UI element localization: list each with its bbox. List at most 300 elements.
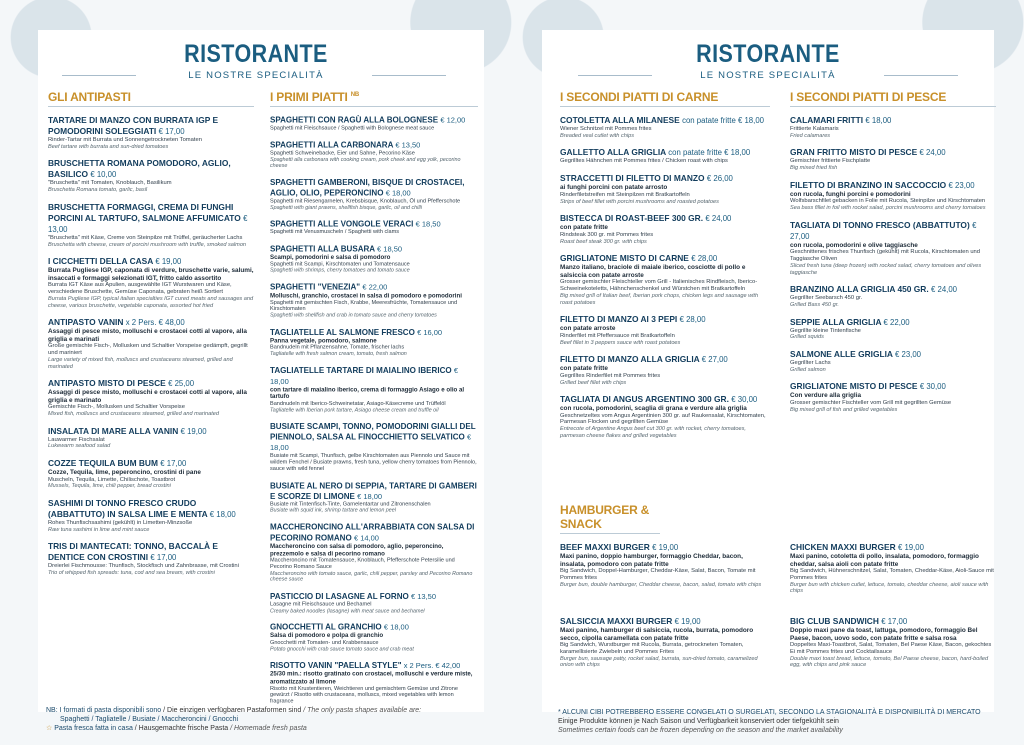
dish-description-de: Gegrillter Seebarsch 450 gr. xyxy=(790,295,863,302)
dish-description-it: Maxi panino, cotoletta di pollo, insalata, pomodoro, formaggio cheddar, salsa aioli con patate fritte xyxy=(790,553,979,568)
dish-description-en: Spaghetti with shrimps, cherry tomatoes and tomato sauce xyxy=(270,267,410,274)
dish-name: BIG CLUB SANDWICH xyxy=(790,616,879,626)
dish-description-de: Rinder-Tartar mit Burrata und Sonnengetrockneten Tomaten xyxy=(48,137,202,143)
menu-item xyxy=(790,317,996,341)
dish-name: BRUSCHETTA ROMANA POMODORO, AGLIO, BASILICO xyxy=(48,158,231,180)
menu-item-name xyxy=(270,522,478,543)
menu-item xyxy=(48,115,254,150)
dish-description-it: Maccheroncino con salsa di pomodoro, aglio, peperoncino, prezzemolo e salsa di pecorino romano xyxy=(270,543,444,558)
dish-price: € 18,00 xyxy=(357,491,383,501)
menu-item xyxy=(560,314,770,346)
dish-name: SASHIMI DI TONNO FRESCO CRUDO (ABBATTUTO) IN SALSA LIME E MENTA xyxy=(48,498,208,520)
dish-description-de: Busiate mit Scampi, Thunfisch, gelbe Kirschtomaten aus Piennolo und Sauce mit wildem Fenchel / Busiate prawns, fresh tuna, yellow cherry tomatoes from Piennolo, sauce with wild fennel xyxy=(270,453,477,473)
page-title: RISTORANTE xyxy=(184,40,328,68)
menu-item xyxy=(790,349,996,373)
dish-name: SPAGHETTI ALLA CARBONARA xyxy=(270,139,394,150)
menu-item-name xyxy=(790,220,996,242)
dish-price: € 23,00 xyxy=(895,349,922,359)
dish-description-en: Big mixed fried fish xyxy=(790,165,838,172)
menu-item xyxy=(560,147,770,165)
menu-item-name xyxy=(48,426,254,437)
dish-price: € 12,00 xyxy=(440,115,466,125)
menu-item xyxy=(790,115,996,139)
dish-price: € 19,00 xyxy=(897,543,924,552)
dish-name: INSALATA DI MARE ALLA VANIN xyxy=(48,425,179,436)
dish-price: € 19,00 xyxy=(180,426,207,436)
carne-column xyxy=(560,90,770,447)
menu-item xyxy=(48,541,254,576)
menu-item-name xyxy=(790,317,996,328)
dish-description-de: "Bruschetta" mit Tomaten, Knoblauch, Basilikum xyxy=(48,180,172,187)
dish-name: TAGLIATELLE AL SALMONE FRESCO xyxy=(270,326,415,337)
dish-description-it: Assaggi di pesce misto, molluschi e crostacei cotti al vapore, alla griglia e marinato xyxy=(48,389,247,404)
menu-item-name xyxy=(560,253,770,264)
nb-marker: NB xyxy=(350,92,360,98)
menu-item-name xyxy=(560,115,770,126)
dish-description-en: Grilled salmon xyxy=(790,366,826,373)
dish-price: € 22,00 xyxy=(883,317,910,327)
menu-item-name xyxy=(560,173,770,184)
dish-description-it: Salsa di pomodoro e polpa di granchio xyxy=(270,632,384,640)
menu-item-name xyxy=(270,622,478,633)
menu-item-name xyxy=(48,158,254,180)
menu-item xyxy=(270,522,478,583)
menu-item xyxy=(270,422,478,473)
dish-description-it: con patate arroste xyxy=(560,325,616,333)
dish-description-de: Gemischter frittierte Fischplatte xyxy=(790,158,871,165)
hamburger-list xyxy=(560,542,996,702)
menu-item xyxy=(560,173,770,205)
dish-name: BRANZINO ALLA GRIGLIA 450 GR. xyxy=(790,284,929,295)
dish-name: SALSICCIA MAXXI BURGER xyxy=(560,616,673,626)
menu-item xyxy=(270,622,478,653)
dish-description-de: Gegrillte kleine Tintenfische xyxy=(790,327,861,334)
dish-name: SALMONE ALLE GRIGLIA xyxy=(790,348,893,359)
dish-name: TARTARE DI MANZO CON BURRATA IGP E POMODORINI SOLEGGIATI xyxy=(48,115,219,136)
dish-description-en: Mussels, Tequila, lime, chili pepper, bread crostini xyxy=(48,483,171,490)
dish-description-en: Bruschetta Romana tomato, garlic, basil xyxy=(48,187,148,194)
dish-description-de: Risotto mit Krustentieren, Weichtieren und gemischtem Gemüse und Zitrone gewürzt / Risotto with crustaceans, molluscs, mixed vegetables with lemon fragrance xyxy=(270,685,458,705)
dish-price: € 25,00 xyxy=(168,379,195,389)
dish-price: € 17,00 xyxy=(150,553,177,563)
dish-description-en: Spaghetti with shellfish and crab in tomato sauce and cherry tomatoes xyxy=(270,312,437,319)
footnote-line3: Pasta fresca fatta in casa xyxy=(54,725,133,732)
dish-description-de: Rindsteak 300 gr. mit Pommes frites xyxy=(560,231,654,238)
dish-price: € 19,00 xyxy=(652,543,679,552)
star-icon: ☆ xyxy=(46,725,53,732)
dish-name: ANTIPASTO MISTO DI PESCE xyxy=(48,378,166,389)
menu-item xyxy=(790,180,996,212)
dish-description-de: "Bruschetta" mit Käse, Creme von Steinpilze mit Trüffel, geräucherter Lachs xyxy=(48,234,243,241)
footnote-line1: NB: I formati di pasta disponibili sono xyxy=(46,707,162,714)
menu-item xyxy=(560,394,770,439)
menu-item-name xyxy=(560,542,765,553)
dish-description-de: Maccheroncino mit Tomatensauce, Knoblauch, Pfefferschote Petersilie und Pecorino Romano Sauce xyxy=(270,557,455,571)
dish-description-en: Strips of beef fillet with porcini mushrooms and roasted potatoes xyxy=(560,198,719,205)
menu-item-name xyxy=(270,140,478,151)
dish-name: SPAGHETTI GAMBERONI, BISQUE DI CROSTACEI, AGLIO, OLIO, PEPERONCINO xyxy=(270,177,465,198)
dish-description-en: Sliced fresh tuna (deep frozen) with rocked salad, cherry tomatoes and olives taggiasche xyxy=(790,262,982,276)
dish-description-de: Grosser gemischter Fleischteller vom Grill - Italienisches Rindfleisch, Iberico-Schweinekoteletts, Hähnchenschenkel und Würstchen mit Bratkartoffeln xyxy=(560,279,758,293)
dish-description-it: con rucola, pomodorini e olive taggiasche xyxy=(790,241,918,249)
dish-name: SEPPIE ALLA GRIGLIA xyxy=(790,316,882,327)
dish-price: x 2 Pers. € 48,00 xyxy=(125,318,185,328)
dish-description-en: Breaded veal cutlet with chips xyxy=(560,132,635,139)
dish-description-it: Con verdure alla griglia xyxy=(790,392,862,400)
dish-description-de: Spaghetti mit Venusmuscheln / Spaghetti with clams xyxy=(270,229,399,236)
dish-price: con patate fritte € 18,00 xyxy=(668,148,751,158)
dish-description-de: Gemischte Fisch-, Mollusken und Schaltier Vorspeise xyxy=(48,404,185,411)
dish-name: PASTICCIO DI LASAGNE AL FORNO xyxy=(270,591,409,601)
menu-item xyxy=(48,426,254,450)
dish-name: I CICCHETTI DELLA CASA xyxy=(48,256,153,267)
pasta-footnote xyxy=(46,706,486,733)
dish-description-en: Large variety of mixed fish, molluscs and crustaceans steamed, grilled and marinated xyxy=(48,356,233,370)
dish-description-en: Fried calamares xyxy=(790,132,831,139)
dish-description-en: Roast beef steak 300 gr. with chips xyxy=(560,238,647,245)
footnote-line1-en: / The only pasta shapes available are: xyxy=(303,707,422,714)
menu-item-name xyxy=(48,115,254,137)
dish-description-en: Big mixed grill of fish and grilled vegetables xyxy=(790,406,898,413)
dish-description-it: Burrata Pugliese IGP, caponata di verdure, bruschette varie, salumi, insaccati e formaggi selezionati IGT, fritto caldo assortito xyxy=(48,267,254,282)
dish-description-de: Dreierlei Fischmousse: Thunfisch, Stockfisch und Zahnbrasse, mit Crostini xyxy=(48,563,239,570)
dish-description-en: Beef fillet in 3 peppers sauce with roast potatoes xyxy=(560,339,681,346)
dish-description-de: Gegrillter Lachs xyxy=(790,359,831,366)
dish-name: ANTIPASTO VANIN xyxy=(48,317,124,328)
menu-item-name xyxy=(790,115,996,126)
dish-description-de: Lasagne mit Fleischsauce und Bechamel xyxy=(270,601,372,608)
menu-item-name xyxy=(790,381,996,392)
menu-item xyxy=(270,244,478,275)
footnote-line2: Einige Produkte können je Nach Saison und Verfügbarkeit konserviert oder tiefgekühlt sein xyxy=(558,718,839,725)
dish-name: TAGLIATA DI TONNO FRESCO (ABBATTUTO) xyxy=(790,219,970,230)
dish-name: COTOLETTA ALLA MILANESE xyxy=(560,115,680,125)
menu-item xyxy=(48,202,254,248)
menu-item-name xyxy=(560,616,765,627)
menu-item-name xyxy=(790,284,996,295)
dish-description-en: Mixed fish, molluscs and crustaceans steamed, grilled and marinated xyxy=(48,411,220,418)
dish-description-en: Creamy baked noodles (lasagne) with meat sauce and bechamel xyxy=(270,608,425,615)
footnote-line1-de: / Die einzigen verfügbaren Pastaformen sind xyxy=(163,707,302,714)
footnote-line3-de: / Hausgemachte frische Pasta xyxy=(134,725,229,732)
dish-description-de: Big Sandwich, Hühnerschnitzel, Salat, Tomaten, Cheddar-Käse, Aioli-Sauce mit Pommes frites xyxy=(790,568,994,581)
menu-item xyxy=(560,616,765,669)
dish-description-en: Potato gnocchi with crab sauce tomato sauce and crab meat xyxy=(270,646,414,653)
dish-description-de: Big Sandwich, Doppel-Hamburger, Cheddar-Käse, Salat, Bacon, Tomate mit Pommes frites xyxy=(560,568,756,581)
dish-description-it: Panna vegetale, pomodoro, salmone xyxy=(270,337,377,345)
antipasti-column xyxy=(48,90,254,585)
dish-description-de: Grosser gemischter Fischteller vom Grill mit gegrillten Gemüse xyxy=(790,399,952,406)
dish-description-de: Big Sandwich, Wurstburger mit Rucola, Burrata, getrockneten Tomaten, karamellisierte Zwiebeln und Pommes Frites xyxy=(560,642,744,655)
hamburger-section xyxy=(560,503,996,702)
dish-price: € 18,50 xyxy=(377,244,403,254)
dish-price: € 18,00 xyxy=(270,366,459,386)
footnote-line1: * ALCUNI CIBI POTREBBERO ESSERE CONGELATI O SURGELATI, SECONDO LA STAGIONALITÀ E DISPONIBILITÀ DI MERCATO xyxy=(558,709,981,716)
dish-description-it: con patate fritte xyxy=(560,365,608,373)
page-subtitle: LE NOSTRE SPECIALITÀ xyxy=(700,70,836,81)
dish-description-de: Wolfsbarschfilet gebacken in Folie mit Rucola, Steinpilze und Kirschtomaten xyxy=(790,198,986,205)
dish-description-en: Burrata Pugliese IGP, typical italian specialties IGT cured meats and sausages and cheese, various bruschette, vegetable caponata, assorted hot fried xyxy=(48,295,254,309)
dish-price: € 28,00 xyxy=(679,315,706,325)
menu-item xyxy=(48,158,254,193)
menu-item xyxy=(560,253,770,306)
dish-description-it: Maxi panino, hamburger di salsiccia, rucola, burrata, pomodoro secco, cipolla caramellata con patate fritte xyxy=(560,627,754,642)
dish-price: € 22,00 xyxy=(362,282,388,292)
dish-description-en: Burger bun, double hamburger, Cheddar cheese, bacon, salad, tomato with chips xyxy=(560,581,762,588)
menu-item xyxy=(790,284,996,308)
dish-description-de: Bandnudeln mit Pflanzensahne, Tomate, frischer lachs xyxy=(270,344,405,351)
dish-description-en: Entrecote of Argentine Angus beef cut 300 gr. with rocket, cherry tomatoes, parmesan cheese flakes and grilled vegetables xyxy=(560,426,746,439)
menu-item xyxy=(270,365,478,414)
dish-price: € 14,00 xyxy=(353,533,379,543)
dish-name: TRIS DI MANTECATI: TONNO, BACCALÀ E DENTICE CON CROSTINI xyxy=(48,541,218,563)
dish-name: BEEF MAXXI BURGER xyxy=(560,542,650,552)
dish-name: GNOCCHETTI AL GRANCHIO xyxy=(270,622,382,632)
dish-description-de: Spaghetti mit Scampi, Kirschtomaten und Tomatensauce xyxy=(270,261,410,268)
menu-item xyxy=(790,616,996,669)
dish-description-de: Spaghetti mit Fleischsauce / Spaghetti with Bolognese meat sauce xyxy=(270,125,435,132)
dish-description-it: Manzo italiano, braciole di maiale iberico, cosciotte di pollo e salsiccia con patate arroste xyxy=(560,264,746,279)
menu-item-name xyxy=(48,498,254,520)
footnote-line3: Sometimes certain foods can be frozen depending on the season and the market availability xyxy=(558,727,843,734)
menu-item-name xyxy=(790,147,996,158)
menu-item xyxy=(270,219,478,236)
dish-price: € 24,00 xyxy=(930,285,957,295)
menu-item-name xyxy=(48,541,254,563)
dish-price: € 17,00 xyxy=(158,127,185,136)
dish-name: BUSIATE SCAMPI, TONNO, POMODORINI GIALLI DEL PIENNOLO, SALSA AL FINOCCHIETTO SELVATICO xyxy=(270,421,476,442)
dish-price: € 24,00 xyxy=(705,214,732,224)
menu-item xyxy=(48,498,254,533)
dish-name: BISTECCA DI ROAST-BEEF 300 GR. xyxy=(560,213,704,224)
dish-description-de: Rohes Thunfischsashimi (gekühlt) in Limetten-Minzsoße xyxy=(48,520,193,527)
menu-item-name xyxy=(48,256,254,267)
dish-description-de: Gegrilltes Hähnchen mit Pommes frites / Chicken roast with chips xyxy=(560,158,728,165)
primi-list xyxy=(270,115,478,705)
dish-price: € 19,00 xyxy=(674,617,701,626)
dish-description-it: con rucola, funghi porcini e pomodorini xyxy=(790,190,911,198)
menu-item-name xyxy=(560,394,770,405)
dish-description-de: Bandnudeln mit Iberico-Schweinetatar, Asiago-Käsecreme und Trüffelöl xyxy=(270,400,446,407)
dish-price: € 18,00 xyxy=(209,510,236,520)
menu-item xyxy=(560,115,770,139)
carne-list xyxy=(560,115,770,439)
menu-item-name xyxy=(270,422,478,454)
dish-name: FILETTO DI MANZO ALLA GRIGLIA xyxy=(560,354,700,365)
dish-description-de: Rinderfilet mit Pfeffersauce mit Bratkartoffeln xyxy=(560,332,675,339)
dish-price: € 27,00 xyxy=(701,355,728,365)
dish-description-en: Spaghetti alla carbonara with cooking cream, pork cheek and egg yolk, pecorino cheese xyxy=(270,156,461,169)
dish-description-en: Big mixed grill of Italian beef, Iberian pork chops, chicken legs and sausage with roast potatoes xyxy=(560,292,759,306)
menu-item-name xyxy=(560,314,770,325)
dish-name: GALLETTO ALLA GRIGLIA xyxy=(560,147,666,158)
dish-description-de: Spaghetti Schweinebacke, Eier und Sahne, Pecorino Käse xyxy=(270,150,415,157)
dish-name: GRIGLIATONE MISTO DI PESCE xyxy=(790,381,918,392)
dish-price: € 19,00 xyxy=(155,257,182,267)
menu-item xyxy=(560,542,765,588)
menu-item xyxy=(48,378,254,418)
dish-price: € 13,50 xyxy=(395,140,421,150)
menu-item-name xyxy=(270,115,478,126)
menu-item-name xyxy=(48,458,254,469)
section-heading-carne: I SECONDI PIATTI DI CARNE xyxy=(560,90,770,107)
dish-description-en: Busiate with squid ink, shrimp tartare and lemon peel xyxy=(270,508,396,514)
menu-item-name xyxy=(270,365,478,386)
dish-description-en: Grilled Bass 450 gr. xyxy=(790,301,839,308)
dish-price: € 18,00 xyxy=(383,623,409,632)
pesce-list xyxy=(790,115,996,413)
dish-description-de: Geschnetzeltes vom Angus Argentinien 300 gr. auf Raukensalat, Kirschtomaten, Parmesan Flocken und gegrillten Gemüse xyxy=(560,412,766,426)
dish-description-de: Burrata IGT Käse aus Apulien, ausgewählte IGT Wurstwaren und Käse, verschiedene Bruschette, Gemüse Caponata, gebraten heiß Sortiert xyxy=(48,282,232,296)
dish-description-de: Busiate mit Tintenfisch-Tinte, Garnelentartar und Zitronenschalen xyxy=(270,501,431,508)
dish-description-en: Tagliatelle with fresh salmon cream, tomato, fresh salmon xyxy=(270,351,407,358)
dish-description-en: Burger bun with chicken cutlet, lettuce, tomato, cheddar cheese, aioli sauce with chips xyxy=(790,581,989,595)
section-heading-pesce: I SECONDI PIATTI DI PESCE xyxy=(790,90,996,107)
dish-description-de: Große gemischte Fisch-, Mollusken und Schaltier Vorspeise gedämpft, gegrillt und mariniert xyxy=(48,343,248,357)
dish-name: SPAGHETTI ALLE VONGOLE VERACI xyxy=(270,218,414,229)
dish-description-it: Doppio maxi pane da toast, lattuga, pomodoro, formaggio Bel Paese, bacon, uovo sodo, con patate fritte e salsa rosa xyxy=(790,627,978,642)
dish-name: SPAGHETTI CON RAGÙ ALLA BOLOGNESE xyxy=(270,115,439,125)
menu-item xyxy=(48,458,254,490)
dish-description-de: Gegrilltes Rinderfilet mit Pommes frites xyxy=(560,372,661,379)
menu-item-name xyxy=(560,147,770,158)
menu-item-name xyxy=(790,542,996,553)
dish-description-it: 25/30 min.: risotto gratinato con crostacei, molluschi e verdure miste, aromatizzato al limone xyxy=(270,671,473,686)
dish-description-it: Molluschi, granchio, crostacei in salsa di pomodoro e pomodorini xyxy=(270,292,462,300)
menu-item-name xyxy=(790,349,996,360)
menu-item xyxy=(270,327,478,358)
dish-description-it: Maxi panino, doppio hamburger, formaggio Cheddar, bacon, insalata, pomodoro con patate fritte xyxy=(560,553,743,568)
dish-description-en: Lukewarm seafood salad xyxy=(48,443,111,450)
dish-price: € 24,00 xyxy=(919,148,946,158)
dish-price: € 23,00 xyxy=(948,180,975,190)
dish-description-de: Frittierte Kalamaris xyxy=(790,126,839,132)
dish-name: GRIGLIATONE MISTO DI CARNE xyxy=(560,253,689,264)
dish-description-it: Assaggi di pesce misto, molluschi e crostacei cotti al vapore, alla griglia e marinati xyxy=(48,328,247,343)
dish-name: BRUSCHETTA FORMAGGI, CREMA DI FUNGHI PORCINI AL TARTUFO, SALMONE AFFUMICATO xyxy=(48,201,241,223)
dish-price: € 30,00 xyxy=(919,382,946,392)
dish-description-en: Bruschetta with cheese, cream of porcini mushroom with truffle, smoked salmon xyxy=(48,241,247,248)
dish-description-de: Gnocchetti mit Tomaten- und Krabbensauce xyxy=(270,640,379,646)
menu-item xyxy=(48,317,254,370)
dish-price: € 30,00 xyxy=(731,395,758,405)
dish-description-en: Sea bass fillet in foil with rocket salad, porcini mushrooms and cherry tomatoes xyxy=(790,205,986,212)
dish-price: x 2 Pers. € 42,00 xyxy=(403,661,461,671)
dish-name: CHICKEN MAXXI BURGER xyxy=(790,542,896,552)
menu-item xyxy=(270,115,478,132)
menu-item xyxy=(270,661,478,706)
menu-item-name xyxy=(560,354,770,365)
section-heading-primi-text: I PRIMI PIATTI xyxy=(270,90,348,104)
menu-item-name xyxy=(270,661,478,672)
menu-item-name xyxy=(270,219,478,230)
dish-name: RISOTTO VANIN "PAELLA STYLE" xyxy=(270,660,402,671)
dish-description-it: con rucola, pomodorini, scaglia di grana e verdure alla griglia xyxy=(560,405,747,413)
dish-name: GRAN FRITTO MISTO DI PESCE xyxy=(790,147,918,158)
page-title: RISTORANTE xyxy=(696,40,840,68)
dish-description-de: Spaghetti mit Riesengarnelen, Krebsbisque, Knoblauch, Öl und Pfefferschote xyxy=(270,198,461,205)
menu-item-name xyxy=(48,317,254,328)
dish-price: € 17,00 xyxy=(160,459,187,469)
dish-price: € 16,00 xyxy=(417,327,443,337)
section-heading-hamburger: HAMBURGER & SNACK xyxy=(560,503,660,534)
dish-description-de: Geschnittenes frisches Thunfisch (gekühlt) mit Rucola, Kirschtomaten und Taggiasche Oliven xyxy=(790,249,980,263)
dish-description-de: Muscheln, Tequila, Limette, Chilischote, Toastbrot xyxy=(48,476,176,483)
dish-description-it: con patate fritte xyxy=(560,224,608,232)
dish-price: € 27,00 xyxy=(790,220,977,241)
dish-description-de: Rinderfiletstreifen mit Steinpilzen mit Bratkartoffeln xyxy=(560,191,690,198)
dish-description-de: Wiener Schnitzel mit Pommes frites xyxy=(560,126,652,132)
title-rule-right xyxy=(884,75,958,76)
dish-description-en: Spaghetti with giant prawns, shellfish bisque, garlic, oil and chilli xyxy=(270,204,422,211)
dish-description-en: Trio of whipped fish spreads: tuna, cod and sea bream, with crostini xyxy=(48,570,215,577)
menu-item xyxy=(270,177,478,211)
dish-description-en: Grilled beef fillet with chips xyxy=(560,379,627,386)
dish-description-en: Grilled squids xyxy=(790,334,824,341)
dish-name: BUSIATE AL NERO DI SEPPIA, TARTARE DI GAMBERI E SCORZE DI LIMONE xyxy=(270,480,477,501)
dish-name: TAGLIATELLE TARTARE DI MAIALINO IBERICO xyxy=(270,365,452,375)
dish-price: € 17,00 xyxy=(881,617,908,626)
menu-item xyxy=(790,542,996,595)
dish-description-en: Raw tuna sashimi in lime and mint sauce xyxy=(48,526,150,533)
dish-name: FILETTO DI BRANZINO IN SACCOCCIO xyxy=(790,179,947,190)
footnote-pasta-shapes: Spaghetti / Tagliatelle / Busiate / Maccheroncini / Gnocchi xyxy=(60,716,239,723)
primi-column xyxy=(270,90,478,738)
title-rule-right xyxy=(372,75,446,76)
menu-item-name xyxy=(560,213,770,224)
menu-item xyxy=(270,591,478,614)
dish-description-de: Doppeltes Maxi-Toastbrot, Salat, Tomaten, Bel Paese Käse, Bacon, gekochtes Ei mit Pommes frites und Cocktailsauce xyxy=(790,642,992,655)
dish-name: TAGLIATA DI ANGUS ARGENTINO 300 GR. xyxy=(560,394,729,405)
dish-price: € 13,50 xyxy=(411,592,436,601)
dish-price: € 18,00 xyxy=(865,116,892,125)
dish-description-en: Double maxi toast bread, lettuce, tomato, Bel Paese cheese, bacon, hard-boiled egg, with chips and pink sauce xyxy=(790,655,989,669)
dish-description-de: Spaghetti mit gemischten Fisch, Krabbe, Meeresfrüchte, Tomatensauce und Kirschtomaten xyxy=(270,299,458,313)
dish-price: € 18,50 xyxy=(415,219,441,229)
dish-price: con patate fritte € 18,00 xyxy=(682,116,764,125)
dish-name: MACCHERONCINO ALL'ARRABBIATA CON SALSA DI PECORINO ROMANO xyxy=(270,522,475,543)
section-heading-primi xyxy=(270,90,478,107)
dish-price: € 26,00 xyxy=(706,174,733,184)
section-heading-antipasti: GLI ANTIPASTI xyxy=(48,90,254,107)
footnote-line3-en: / Homemade fresh pasta xyxy=(230,725,307,732)
dish-price: € 18,00 xyxy=(270,433,472,453)
page-subtitle: LE NOSTRE SPECIALITÀ xyxy=(188,70,324,81)
dish-description-en: Tagliatelle with Iberian pork tartare, Asiago cheese cream and truffle oil xyxy=(270,407,439,414)
menu-item-name xyxy=(270,480,478,501)
dish-price: € 28,00 xyxy=(691,254,718,264)
menu-item xyxy=(560,354,770,386)
menu-item-name xyxy=(270,327,478,338)
menu-item xyxy=(48,256,254,309)
antipasti-list xyxy=(48,115,254,577)
menu-item-name xyxy=(270,244,478,255)
menu-item-name xyxy=(790,180,996,191)
dish-name: STRACCETTI DI FILETTO DI MANZO xyxy=(560,173,705,184)
menu-item xyxy=(560,213,770,245)
menu-item xyxy=(790,381,996,413)
dish-description-en: Beef tartare with burrata and sun-dried tomatoes xyxy=(48,143,169,150)
menu-item xyxy=(790,147,996,171)
dish-price: € 13,00 xyxy=(48,213,248,234)
dish-name: SPAGHETTI ALLA BUSARA xyxy=(270,243,375,254)
menu-item xyxy=(270,480,478,514)
dish-description-en: Maccheroncino with tomato sauce, garlic, chili pepper, parsley and Pecorino Romano cheese sauce xyxy=(270,570,473,583)
dish-description-en: Burger bun, sausage patty, rocket salad, burrata, sun-dried tomato, caramelized onion with chips xyxy=(560,655,758,669)
menu-item xyxy=(790,220,996,276)
dish-name: FILETTO DI MANZO AI 3 PEPI xyxy=(560,314,678,325)
dish-description-it: Scampi, pomodorini e salsa di pomodoro xyxy=(270,254,391,261)
